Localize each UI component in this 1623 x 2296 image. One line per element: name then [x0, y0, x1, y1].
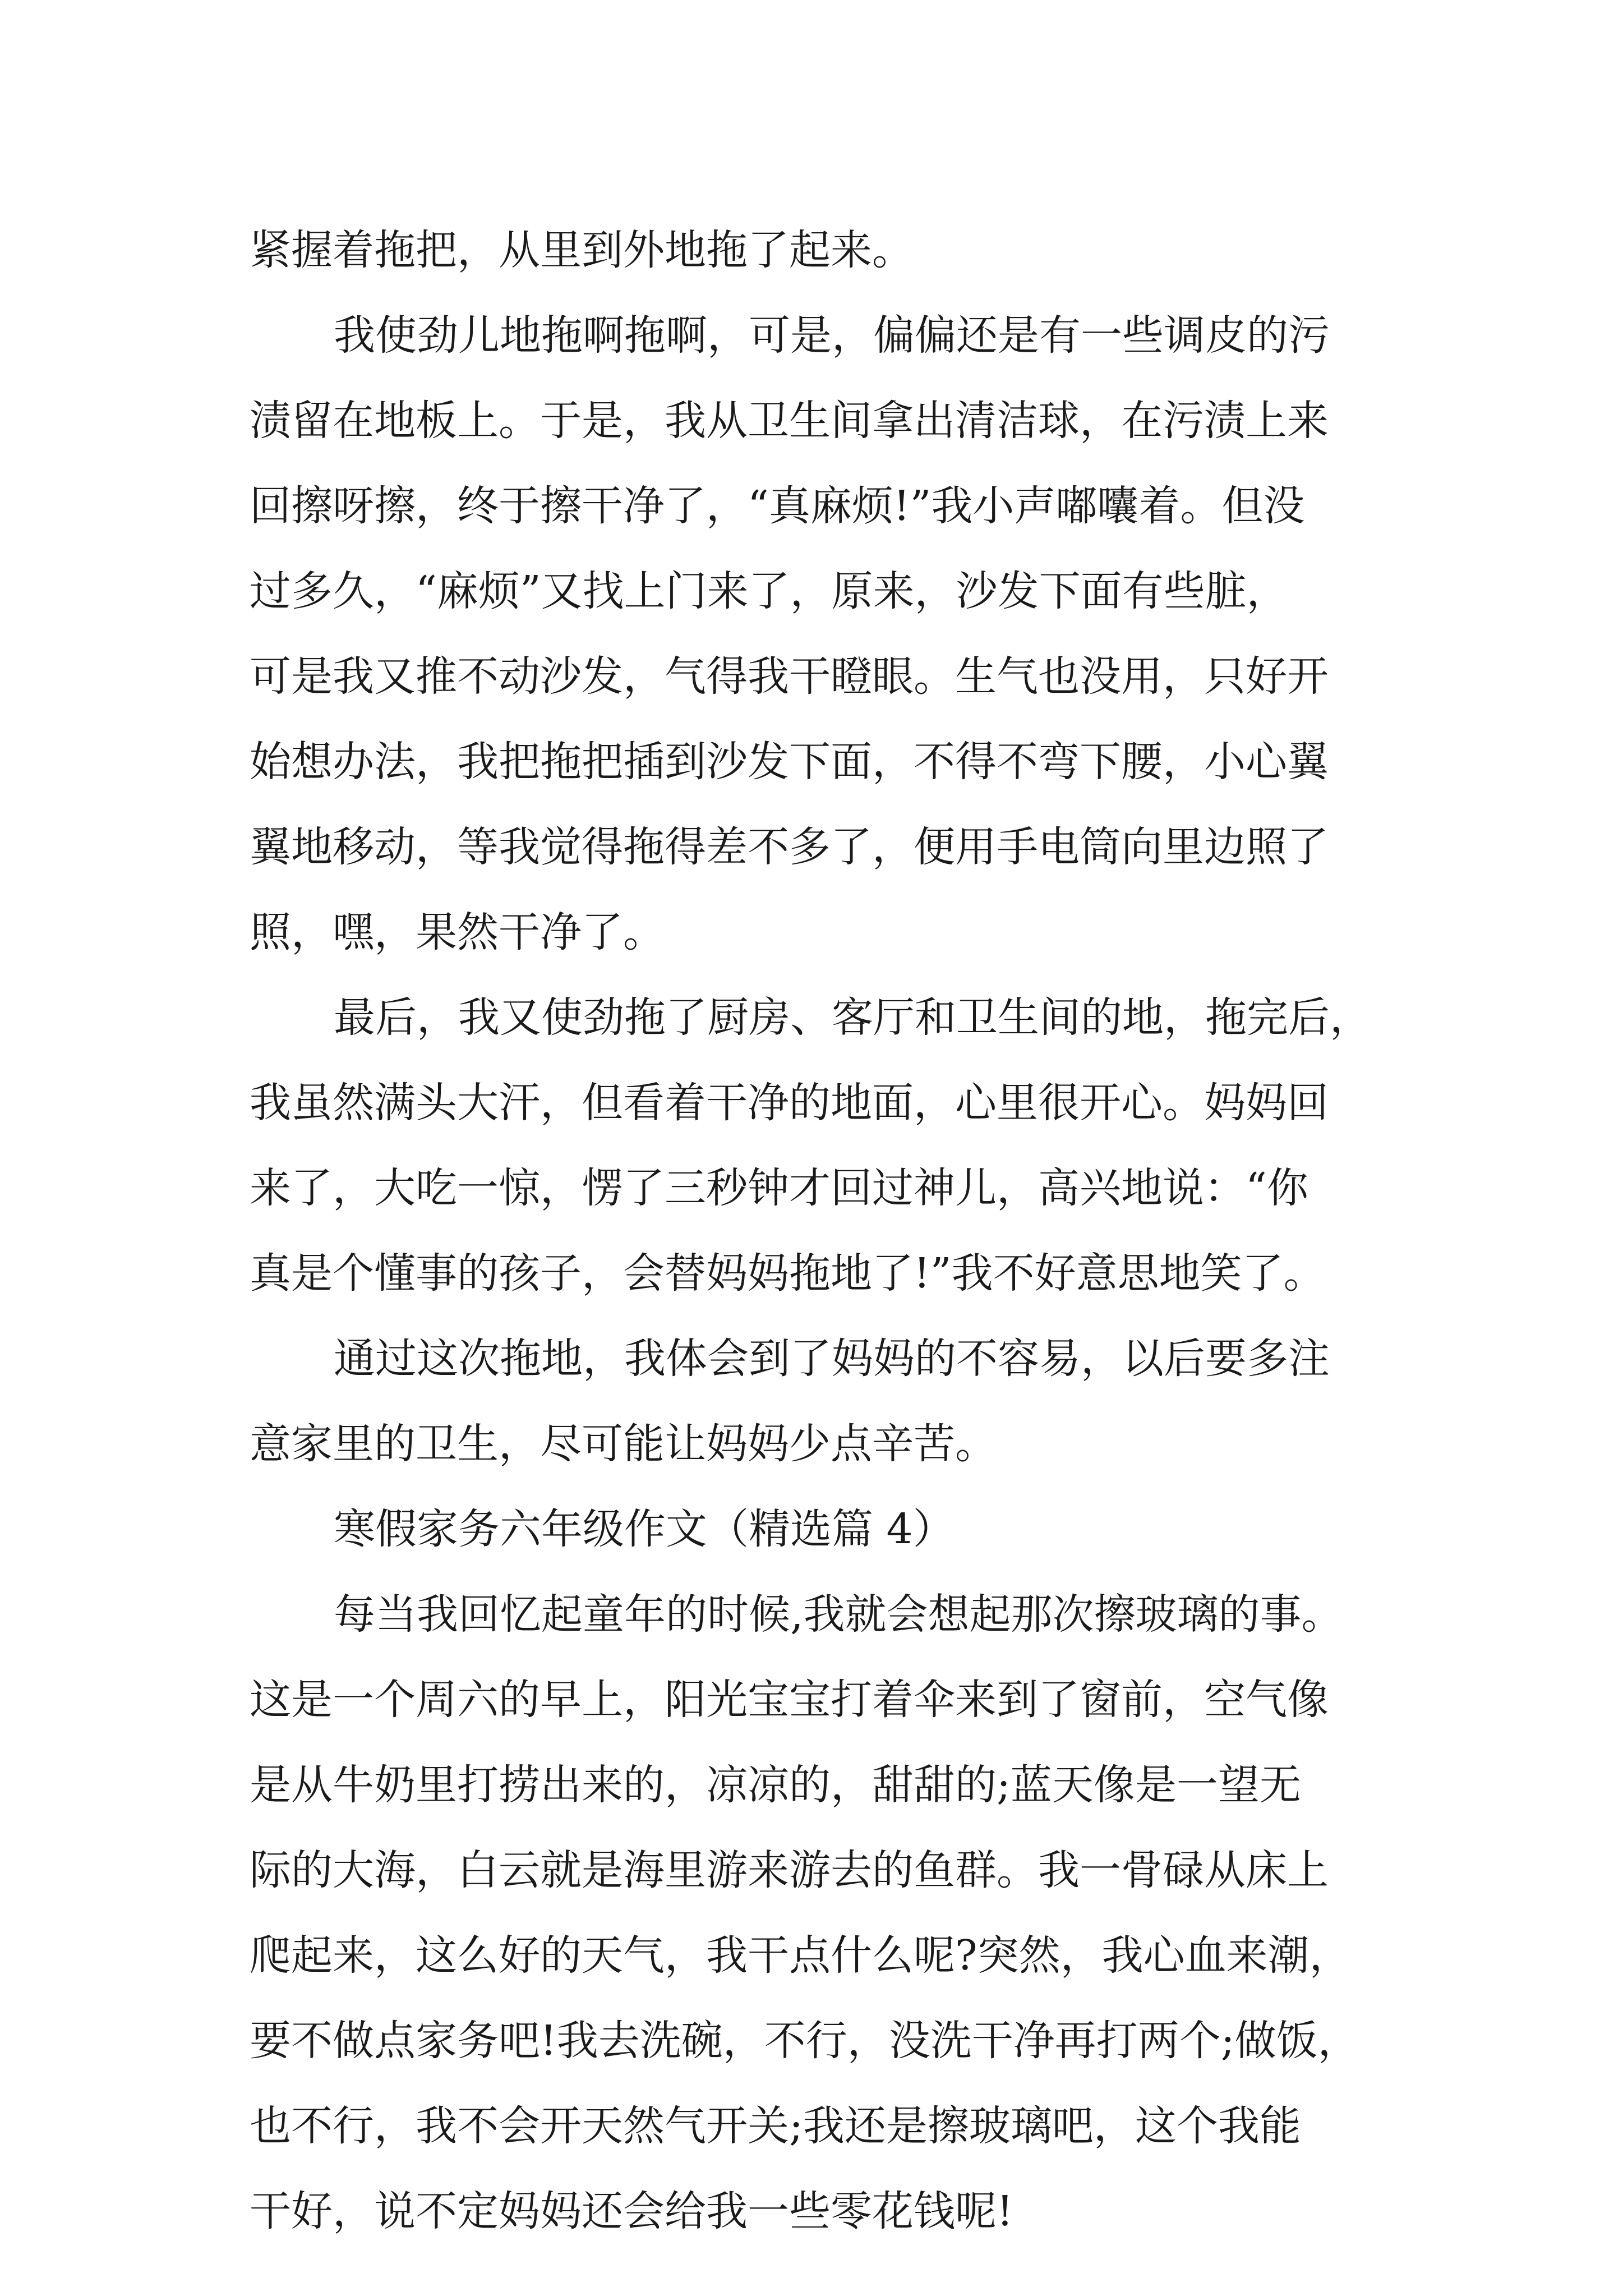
text-line: 回擦呀擦，终于擦干净了，“真麻烦!”我小声嘟囔着。但没: [250, 482, 1305, 530]
text-line: 过多久，“麻烦”又找上门来了，原来，沙发下面有些脏，: [250, 567, 1288, 615]
body-text: [250, 208, 1380, 2254]
paragraph-first-line: 每当我回忆起童年的时候,我就会想起那次擦玻璃的事。: [334, 1590, 1343, 1639]
text-line: 际的大海，白云就是海里游来游去的鱼群。我一骨碌从床上: [250, 1846, 1329, 1894]
text-line: 来了，大吃一惊，愣了三秒钟才回过神儿，高兴地说：“你: [250, 1164, 1308, 1212]
paragraph-first-line: 最后，我又使劲拖了厨房、客厅和卫生间的地，拖完后，: [334, 993, 1371, 1042]
text-line: 意家里的卫生，尽可能让妈妈少点辛苦。: [250, 1420, 997, 1468]
text-line: 也不行，我不会开天然气开关;我还是擦玻璃吧，这个我能: [250, 2102, 1301, 2150]
text-line: 我虽然满头大汗，但看着干净的地面，心里很开心。妈妈回: [250, 1079, 1329, 1127]
text-line: 这是一个周六的早上，阳光宝宝打着伞来到了窗前，空气像: [250, 1676, 1329, 1724]
text-line: 干好，说不定妈妈还会给我一些零花钱呢!: [250, 2187, 1013, 2235]
text-line: 翼地移动，等我觉得拖得差不多了，便用手电筒向里边照了: [250, 823, 1329, 871]
text-line: 始想办法，我把拖把插到沙发下面，不得不弯下腰，小心翼: [250, 738, 1329, 786]
text-line: 真是个懂事的孩子，会替妈妈拖地了!”我不好意思地笑了。: [250, 1249, 1325, 1297]
paragraph-first-line: 我使劲儿地拖啊拖啊，可是，偏偏还是有一些调皮的污: [334, 311, 1330, 360]
text-line: 可是我又推不动沙发，气得我干瞪眼。生气也没用，只好开: [250, 652, 1329, 701]
text-line: 爬起来，这么好的天气，我干点什么呢?突然，我心血来潮，: [250, 1931, 1351, 1980]
text-line: 照，嘿，果然干净了。: [250, 908, 665, 956]
text-line: 紧握着拖把，从里到外地拖了起来。: [250, 226, 914, 274]
text-line: 渍留在地板上。于是，我从卫生间拿出清洁球，在污渍上来: [250, 397, 1329, 445]
paragraph-first-line: 通过这次拖地，我体会到了妈妈的不容易，以后要多注: [334, 1335, 1330, 1383]
paragraph-first-line: 寒假家务六年级作文（精选篇 4）: [334, 1505, 955, 1553]
text-line: 要不做点家务吧!我去洗碗，不行，没洗干净再打两个;做饭，: [250, 2017, 1359, 2065]
text-line: 是从牛奶里打捞出来的，凉凉的，甜甜的;蓝天像是一望无: [250, 1761, 1301, 1809]
